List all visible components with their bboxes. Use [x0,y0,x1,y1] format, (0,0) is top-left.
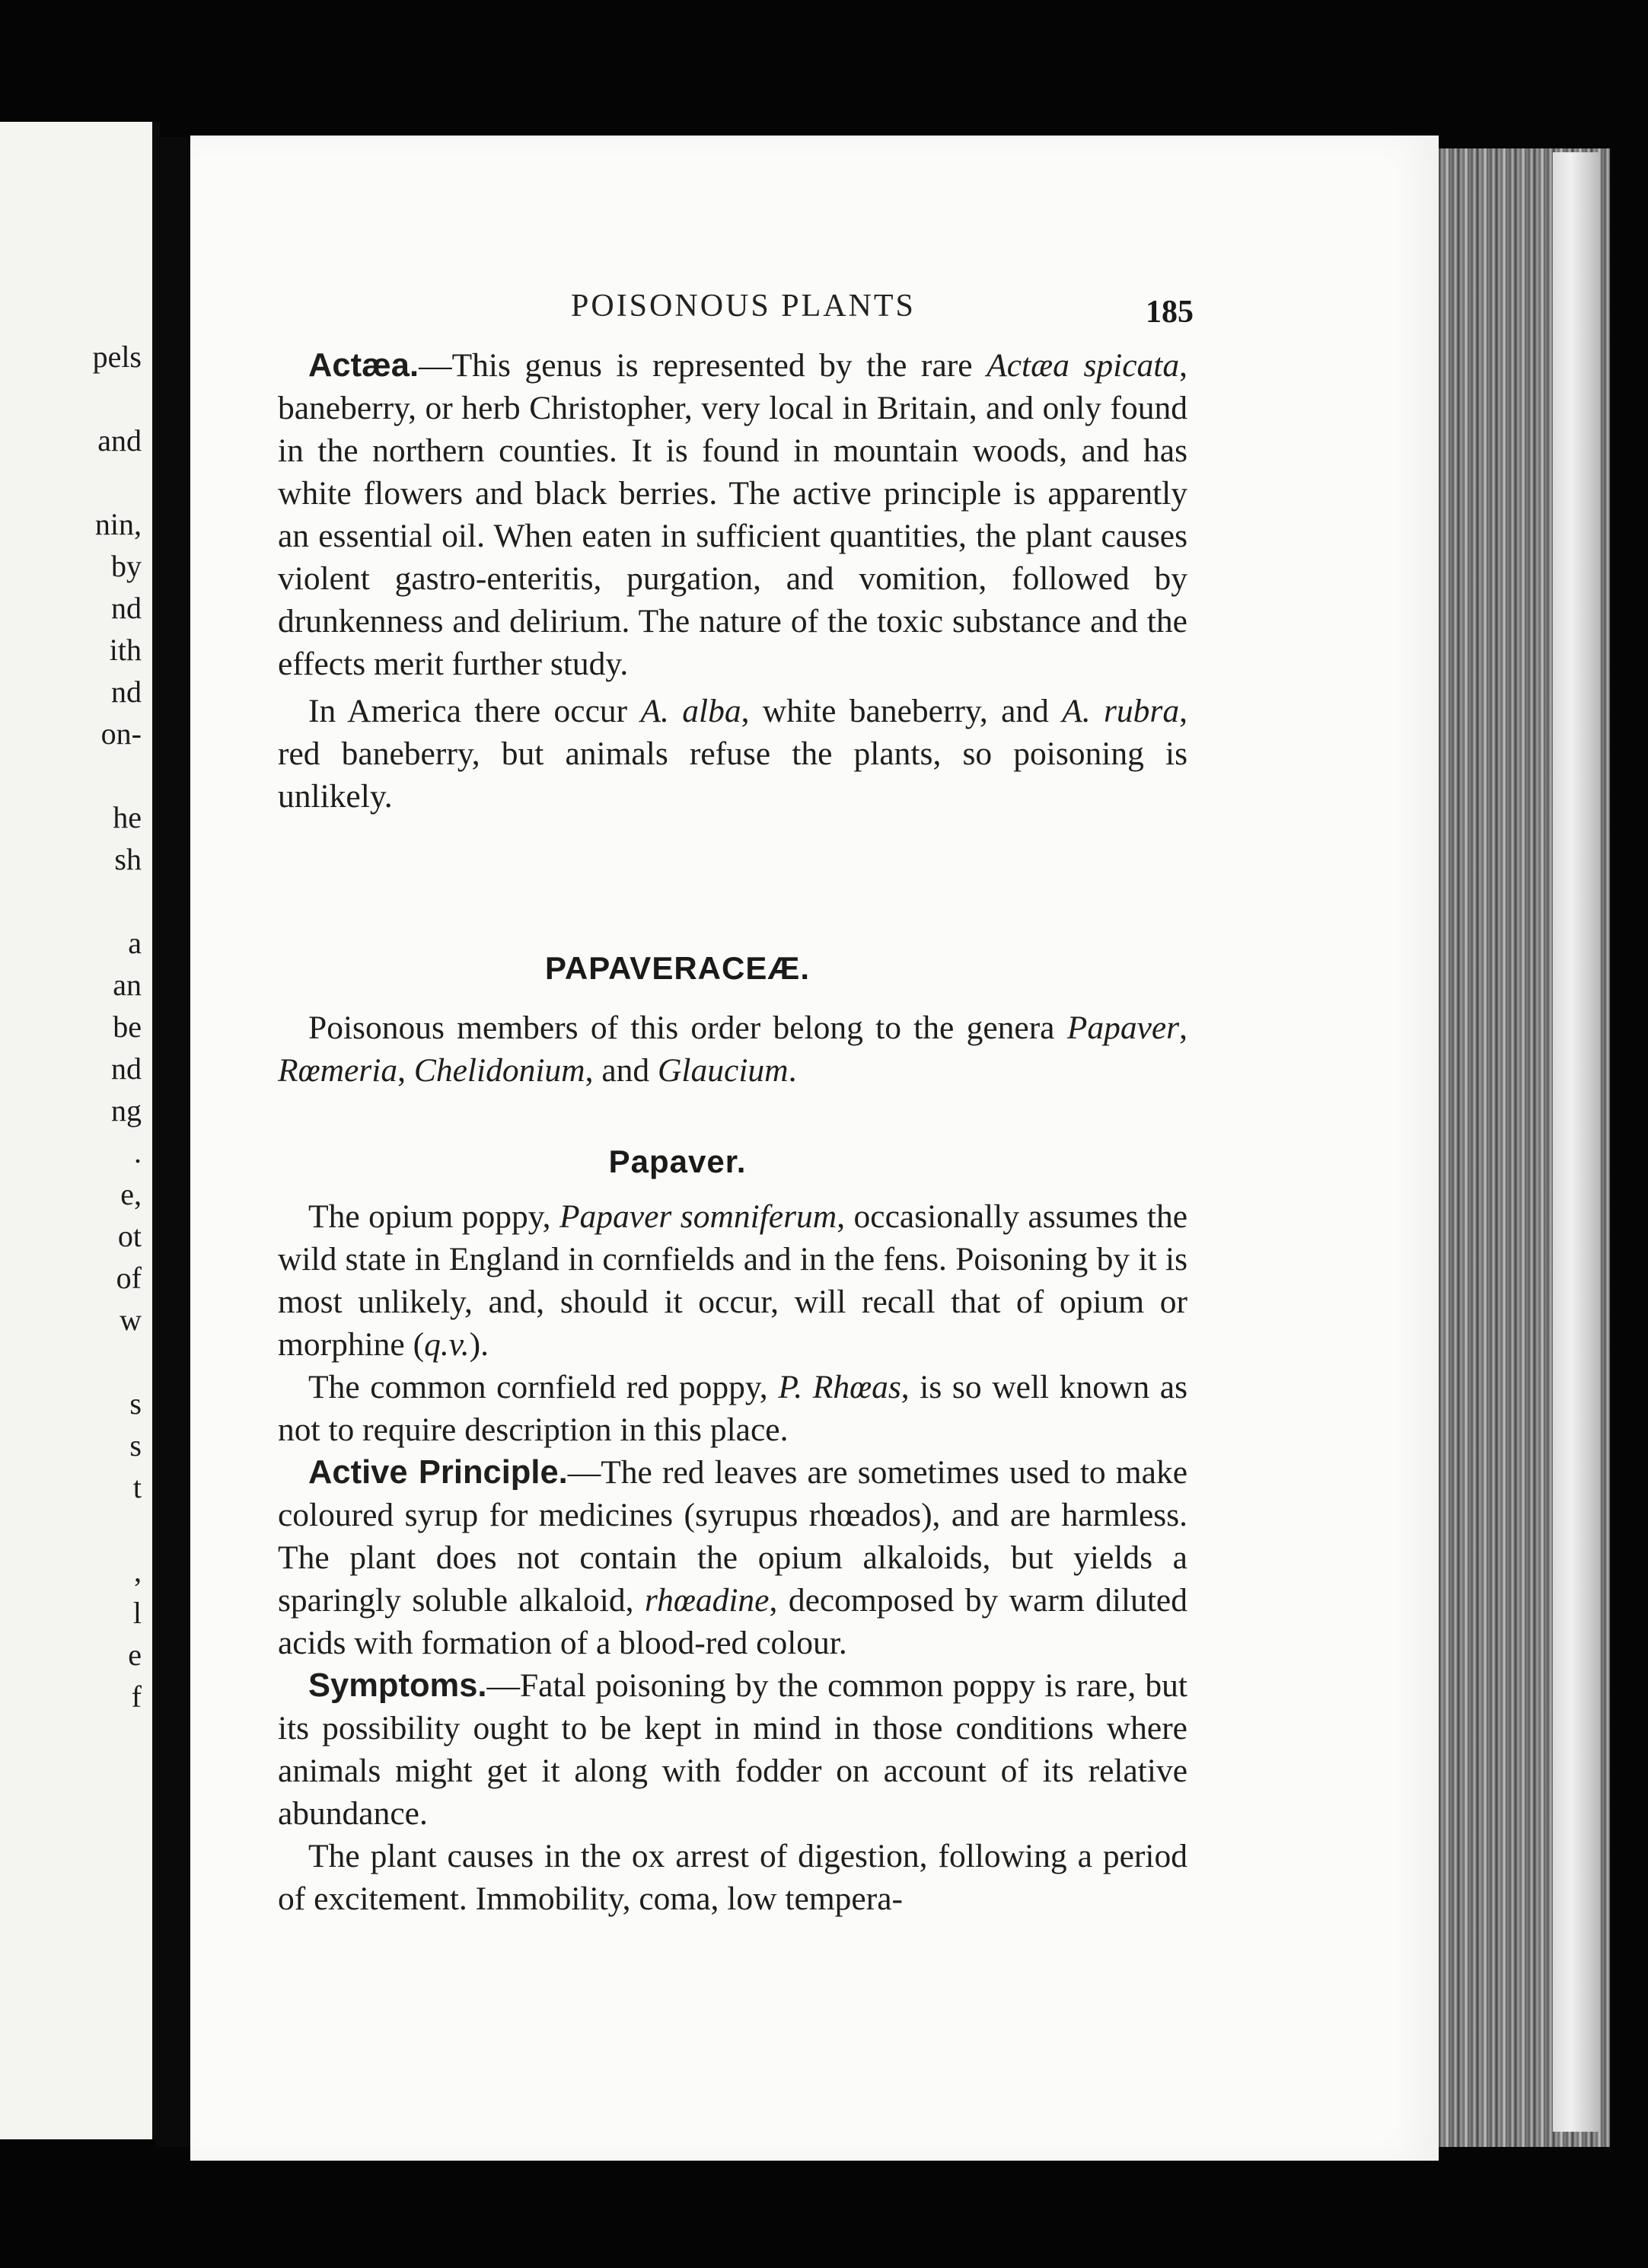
genus-name: Glaucium [658,1052,789,1089]
left-page-fragment: ng [111,1093,142,1128]
papaveraceae-title: PAPAVERACEÆ. [544,950,811,986]
left-page-fragment: nin, [94,507,142,541]
papaveraceae-paragraph [278,1006,1187,1092]
left-page-fragment: nd [111,675,142,709]
actaea-heading: Actæa. [308,347,419,384]
papaver-title: Papaver. [608,1144,747,1179]
active-principle-paragraph [278,1451,1187,1664]
left-page-fragment: pels [92,340,142,374]
species-name: A. alba [640,693,741,729]
left-page-fragment: e [128,1638,142,1672]
cross-reference: q.v. [424,1326,470,1363]
left-page-fragment: . [134,1135,142,1169]
text-run: —Fatal poisoning by the common poppy is rare, but its possibility ought to be kept in mind in those conditions where animals might get it along with fodder on account of its relative abundance. [278,1667,1187,1832]
left-page-fragment: s [129,1428,142,1463]
text-run: , [1179,1010,1187,1046]
text-run: ). [469,1326,489,1363]
left-page-fragment: an [113,968,142,1002]
running-header: POISONOUS PLANTS [571,289,916,324]
left-facing-page [0,122,160,2139]
page-edge-highlight [1553,152,1599,2132]
species-name: Actæa spicata [987,347,1180,384]
left-page-fragment: on- [100,716,142,751]
left-page-fragment: ot [117,1219,142,1253]
papaver-section [278,1195,1187,1920]
text-run: . [788,1052,797,1089]
ox-effects-paragraph: The plant causes in the ox arrest of digestion, following a period of excitement. Immobility, coma, low tempera- [278,1838,1187,1917]
text-run: , occasionally assumes the wild state in England in cornfields and in the fens. Poisoning by it is most unlikely, and, should it occur, will recall that of opium or morphine ( [278,1198,1188,1363]
text-run: , is so well known as not to require description in this place. [278,1369,1187,1448]
left-page-fragment: sh [114,842,142,876]
left-page-fragment: f [131,1679,142,1714]
left-page-fragment: by [111,549,142,583]
text-run: The opium poppy, [308,1198,559,1235]
text-run: , [397,1052,414,1089]
actaea-america-paragraph [278,690,1187,818]
left-page-fragment: he [113,800,142,834]
text-run: The common cornfield red poppy, [308,1369,779,1405]
red-poppy-paragraph [278,1366,1187,1451]
actaea-paragraph [278,344,1187,685]
left-page-fragment: a [128,926,142,960]
symptoms-heading: Symptoms. [308,1667,487,1704]
species-name: A. rubra [1062,693,1180,729]
text-run: —The red leaves are sometimes used to make coloured syrup for medicines (syrupus rhœados), and are harmless. The plant does not contain the opium alkaloids, but yields a sparingly soluble alkaloid, [278,1454,1188,1619]
text-run: , and [585,1052,658,1089]
left-page-fragment: nd [111,591,142,625]
papaveraceae-section [278,1006,1187,1092]
species-name: Papaver somniferum [559,1198,837,1235]
left-page-fragment: e, [120,1177,142,1211]
species-name: P. Rhœas [778,1369,901,1405]
book-gutter [156,137,193,2147]
left-page-fragment: w [120,1303,142,1337]
active-principle-heading: Active Principle. [308,1454,568,1491]
left-page-fragment: be [113,1010,142,1044]
text-run: , baneberry, or herb Christopher, very local in Britain, and only found in the northern counties. It is found in mountain woods, and has white flowers and black berries. The active principle is apparently an essential oil. When eaten in sufficient quantities, the plant causes violent gastro-enteritis, purgation, and vomition, followed by drunkenness and delirium. The nature of the toxic substance and the effects merit further study. [278,347,1187,682]
genus-name: Chelidonium [413,1052,585,1089]
page-number: 185 [1146,295,1194,330]
text-run: Poisonous members of this order belong to the genera [308,1010,1067,1046]
text-run: In America there occur [308,693,641,729]
left-page-fragment: , [134,1554,142,1588]
left-page-fragment: t [132,1470,142,1504]
actaea-section [278,344,1187,818]
text-run: —This genus is represented by the rare [419,347,987,384]
genus-name: Rœmeria [278,1052,398,1089]
left-page-fragment: and [97,423,142,458]
left-page-fragment: nd [111,1051,142,1086]
left-page-fragment: s [129,1386,142,1421]
genus-name: Papaver [1066,1010,1180,1046]
left-page-fragment: ith [109,633,142,667]
text-run: , white baneberry, and [741,693,1063,729]
symptoms-paragraph [278,1664,1187,1835]
left-page-fragment: l [132,1596,142,1630]
text-run: , decomposed by warm diluted acids with formation of a blood-red colour. [278,1582,1187,1661]
text-run: , red baneberry, but animals refuse the plants, so poisoning is unlikely. [278,693,1187,815]
left-page-fragment: of [116,1261,142,1295]
opium-poppy-paragraph [278,1195,1187,1366]
alkaloid-name: rhœadine [644,1582,770,1619]
